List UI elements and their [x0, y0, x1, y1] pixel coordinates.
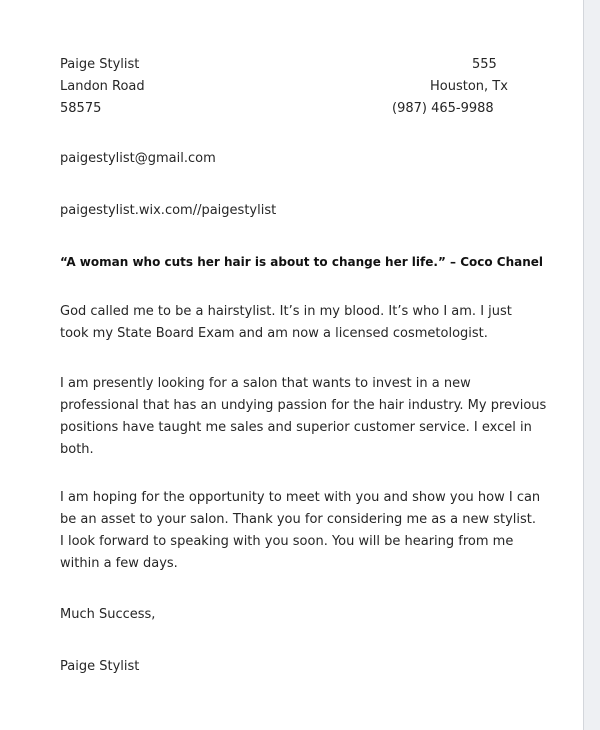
paragraph-line: professional that has an undying passion for the hair industry. My previous [60, 398, 547, 413]
paragraph-line: I look forward to speaking with you soon. You will be hearing from me [60, 534, 514, 549]
page-margin-strip [584, 0, 600, 730]
paragraph-3 [60, 487, 560, 575]
paragraph-line: I am presently looking for a salon that wants to invest in a new [60, 376, 471, 391]
sender-house-number: 555 [472, 57, 497, 72]
paragraph-line: took my State Board Exam and am now a licensed cosmetologist. [60, 326, 488, 341]
closing: Much Success, [60, 607, 156, 622]
sender-phone: (987) 465-9988 [392, 101, 494, 116]
sender-street: Landon Road [60, 79, 145, 94]
paragraph-line: positions have taught me sales and superior customer service. I excel in [60, 420, 532, 435]
signature: Paige Stylist [60, 659, 140, 674]
sender-zip: 58575 [60, 101, 102, 116]
paragraph-line: both. [60, 442, 94, 457]
sender-name: Paige Stylist [60, 57, 140, 72]
paragraph-line: be an asset to your salon. Thank you for considering me as a new stylist. [60, 512, 536, 527]
paragraph-line: within a few days. [60, 556, 178, 571]
paragraph-line: I am hoping for the opportunity to meet with you and show you how I can [60, 490, 541, 505]
paragraph-1 [60, 301, 560, 345]
paragraph-2 [60, 373, 560, 461]
quote: “A woman who cuts her hair is about to change her life.” – Coco Chanel [60, 255, 544, 269]
sender-website: paigestylist.wix.com//paigestylist [60, 203, 277, 218]
sender-email: paigestylist@gmail.com [60, 151, 216, 166]
sender-city: Houston, Tx [430, 79, 508, 94]
paragraph-line: God called me to be a hairstylist. It’s in my blood. It’s who I am. I just [60, 304, 512, 319]
